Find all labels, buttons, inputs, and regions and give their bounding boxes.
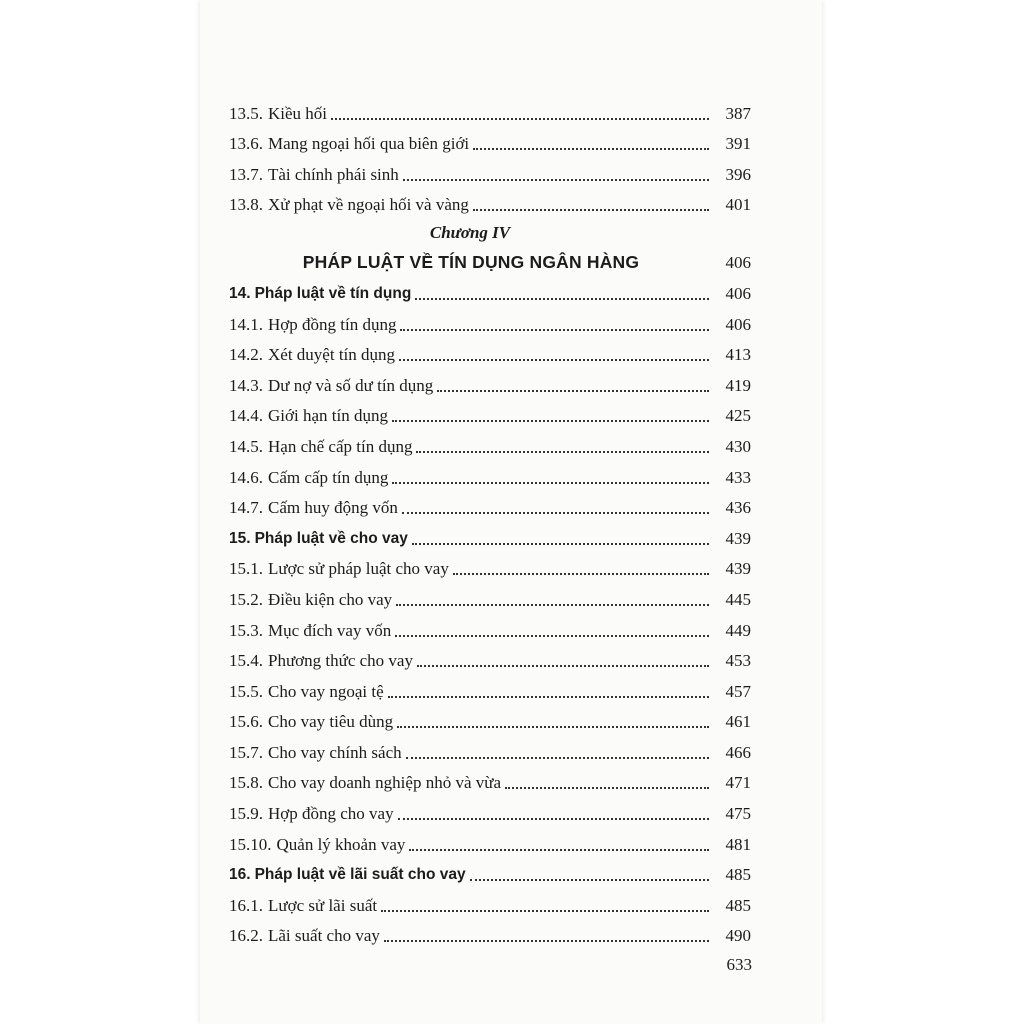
toc-entry xyxy=(229,824,751,855)
dot-leader xyxy=(403,179,709,181)
dot-leader xyxy=(406,757,709,759)
toc-entry-title: Pháp luật về lãi suất cho vay xyxy=(254,866,466,884)
toc-entry-title: Lãi suất cho vay xyxy=(268,926,380,946)
toc-entry xyxy=(229,304,751,335)
toc-entry-page: 485 xyxy=(725,865,751,885)
toc-entry-title: Phương thức cho vay xyxy=(268,651,413,671)
toc-entry xyxy=(229,335,751,366)
toc-entry-page: 449 xyxy=(725,620,751,640)
toc-entry xyxy=(229,579,751,610)
dot-leader xyxy=(415,298,709,300)
toc-entry-title: Hạn chế cấp tín dụng xyxy=(268,436,413,456)
toc-section-entry xyxy=(229,273,751,304)
dot-leader xyxy=(392,420,709,422)
toc-entry-title: Pháp luật về cho vay xyxy=(254,529,408,547)
toc-entry-page: 396 xyxy=(725,164,751,184)
page-number: 633 xyxy=(726,955,752,974)
toc-entry-title: Cấm cấp tín dụng xyxy=(268,467,389,487)
toc-list-chapter-3-end xyxy=(229,93,751,215)
toc-entry xyxy=(229,763,751,794)
toc-entry-page: 445 xyxy=(725,589,751,609)
toc-entry-title: Pháp luật về tín dụng xyxy=(254,284,412,302)
toc-entry-title: Xét duyệt tín dụng xyxy=(268,345,396,365)
toc-entry-number: 15.8. xyxy=(229,773,263,793)
toc-entry-number: 15.4. xyxy=(229,651,263,671)
dot-leader xyxy=(398,818,709,820)
dot-leader xyxy=(402,512,709,514)
toc-entry-page: 436 xyxy=(725,498,751,518)
toc-entry-page: 485 xyxy=(725,895,751,915)
toc-entry xyxy=(229,426,751,457)
toc-entry-page: 401 xyxy=(725,195,751,215)
toc-entry xyxy=(229,488,751,519)
dot-leader xyxy=(453,573,709,575)
toc-entry-number: 16. xyxy=(229,866,251,884)
toc-entry-page: 471 xyxy=(725,773,751,793)
toc-entry-number: 14.4. xyxy=(229,406,263,426)
dot-leader xyxy=(409,849,709,851)
toc-section-entry xyxy=(229,518,751,549)
toc-entry-page: 419 xyxy=(725,375,751,395)
toc-entry xyxy=(229,93,751,124)
toc-entry-number: 14. xyxy=(229,284,251,302)
dot-leader xyxy=(381,910,709,912)
dot-leader xyxy=(416,451,709,453)
toc-entry-title: Cho vay chính sách xyxy=(268,742,402,762)
toc-entry xyxy=(229,396,751,427)
toc-entry-number: 14.5. xyxy=(229,436,263,456)
toc-entry-page: 406 xyxy=(725,283,751,303)
toc-entry-number: 14.6. xyxy=(229,467,263,487)
toc-entry-title: Lược sử lãi suất xyxy=(268,895,378,915)
toc-entry-title: Điều kiện cho vay xyxy=(268,589,393,609)
table-of-contents xyxy=(229,93,751,946)
toc-entry xyxy=(229,124,751,155)
dot-leader xyxy=(473,209,709,211)
toc-entry-title: Tài chính phái sinh xyxy=(268,164,399,184)
toc-entry-page: 406 xyxy=(725,314,751,334)
toc-entry-title: Mục đích vay vốn xyxy=(268,620,392,640)
toc-entry-number: 15.9. xyxy=(229,804,263,824)
toc-entry-title: Xử phạt về ngoại hối và vàng xyxy=(268,195,469,215)
toc-entry-number: 13.5. xyxy=(229,103,263,123)
dot-leader xyxy=(397,726,709,728)
dot-leader xyxy=(473,148,709,150)
toc-entry-number: 15.5. xyxy=(229,681,263,701)
toc-entry-number: 14.7. xyxy=(229,498,263,518)
chapter-heading xyxy=(229,245,751,273)
toc-entry-page: 461 xyxy=(725,712,751,732)
toc-entry xyxy=(229,610,751,641)
toc-entry-number: 15.1. xyxy=(229,559,263,579)
toc-entry-page: 457 xyxy=(725,681,751,701)
toc-entry-number: 16.1. xyxy=(229,895,263,915)
dot-leader xyxy=(331,118,709,120)
toc-entry-number: 15.10. xyxy=(229,834,272,854)
toc-entry-page: 439 xyxy=(725,559,751,579)
toc-entry-title: Cho vay ngoại tệ xyxy=(268,681,384,701)
toc-entry-title: Lược sử pháp luật cho vay xyxy=(268,559,449,579)
toc-entry-number: 15.7. xyxy=(229,742,263,762)
toc-entry xyxy=(229,702,751,733)
toc-entry-page: 433 xyxy=(725,467,751,487)
dot-leader xyxy=(437,390,709,392)
toc-entry-page: 413 xyxy=(725,345,751,365)
toc-entry-page: 387 xyxy=(725,103,751,123)
dot-leader xyxy=(505,787,709,789)
toc-list-chapter-4 xyxy=(229,273,751,946)
toc-entry-number: 15. xyxy=(229,529,251,547)
toc-entry-number: 14.3. xyxy=(229,375,263,395)
chapter-page-number: 406 xyxy=(725,253,751,273)
toc-entry xyxy=(229,793,751,824)
toc-entry-page: 391 xyxy=(725,134,751,154)
dot-leader xyxy=(412,543,709,545)
dot-leader xyxy=(392,482,709,484)
toc-entry-title: Cấm huy động vốn xyxy=(268,498,398,518)
toc-entry-title: Dư nợ và số dư tín dụng xyxy=(268,375,434,395)
toc-entry-number: 15.6. xyxy=(229,712,263,732)
dot-leader xyxy=(399,359,709,361)
toc-entry-page: 481 xyxy=(725,834,751,854)
toc-entry xyxy=(229,641,751,672)
toc-entry-number: 14.2. xyxy=(229,345,263,365)
toc-entry-number: 15.2. xyxy=(229,589,263,609)
toc-entry-number: 16.2. xyxy=(229,926,263,946)
toc-entry-title: Cho vay tiêu dùng xyxy=(268,712,394,732)
toc-entry xyxy=(229,885,751,916)
toc-entry xyxy=(229,457,751,488)
toc-entry-title: Giới hạn tín dụng xyxy=(268,406,388,426)
chapter-title: PHÁP LUẬT VỀ TÍN DỤNG NGÂN HÀNG xyxy=(302,252,640,273)
dot-leader xyxy=(384,940,709,942)
toc-entry-page: 490 xyxy=(725,926,751,946)
toc-entry xyxy=(229,549,751,580)
toc-entry xyxy=(229,154,751,185)
dot-leader xyxy=(470,879,709,881)
toc-entry-page: 466 xyxy=(725,742,751,762)
toc-entry-number: 13.6. xyxy=(229,134,263,154)
toc-entry-number: 15.3. xyxy=(229,620,263,640)
dot-leader xyxy=(400,329,709,331)
chapter-label: Chương IV xyxy=(429,223,511,243)
toc-entry-title: Hợp đồng tín dụng xyxy=(268,314,397,334)
toc-entry-page: 475 xyxy=(725,804,751,824)
toc-entry xyxy=(229,671,751,702)
dot-leader xyxy=(395,635,709,637)
toc-entry-title: Hợp đồng cho vay xyxy=(268,804,394,824)
toc-entry-title: Quản lý khoản vay xyxy=(276,834,406,854)
toc-entry xyxy=(229,365,751,396)
toc-entry-number: 13.8. xyxy=(229,195,263,215)
toc-section-entry xyxy=(229,855,751,886)
dot-leader xyxy=(396,604,709,606)
toc-entry-page: 453 xyxy=(725,651,751,671)
toc-entry-number: 14.1. xyxy=(229,314,263,334)
toc-entry-page: 430 xyxy=(725,436,751,456)
toc-entry-title: Cho vay doanh nghiệp nhỏ và vừa xyxy=(268,773,502,793)
toc-entry-page: 439 xyxy=(725,528,751,548)
dot-leader xyxy=(417,665,709,667)
dot-leader xyxy=(388,696,709,698)
toc-entry xyxy=(229,732,751,763)
toc-entry-page: 425 xyxy=(725,406,751,426)
toc-entry-number: 13.7. xyxy=(229,164,263,184)
toc-entry-title: Mang ngoại hối qua biên giới xyxy=(268,134,470,154)
toc-entry xyxy=(229,916,751,947)
toc-entry-title: Kiều hối xyxy=(268,103,328,123)
toc-entry xyxy=(229,185,751,216)
